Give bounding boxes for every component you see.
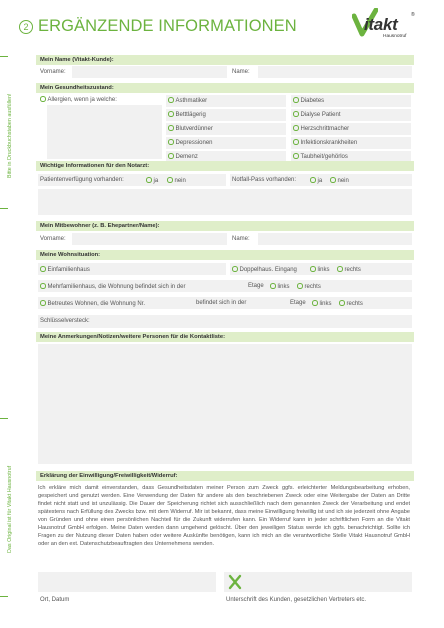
- side-note-bottom: Das Original ist für Vitakt Hausnotruf: [7, 465, 13, 553]
- radio-icon[interactable]: [337, 266, 343, 272]
- side-tick: [0, 596, 8, 597]
- radio-icon[interactable]: [270, 283, 276, 289]
- radio-icon[interactable]: [310, 177, 316, 183]
- option-semi-detached[interactable]: [232, 266, 297, 273]
- right-label: rechts: [344, 267, 361, 273]
- allergy-label: Allergien, wenn ja welche:: [47, 97, 117, 103]
- option-label: Einfamilienhaus: [47, 267, 90, 273]
- section-emergency-doctor: Wichtige Informationen für den Notarzt:: [36, 161, 414, 171]
- yes-label: ja: [153, 178, 159, 184]
- emergency-pass-label: Notfall-Pass vorhanden:: [232, 177, 297, 183]
- right-label: rechts: [304, 284, 321, 290]
- roommate-last-name-field[interactable]: [258, 233, 412, 245]
- radio-icon[interactable]: [40, 96, 46, 102]
- option-label: Infektionskrankheiten: [300, 140, 358, 146]
- section-my-name: Mein Name (Vitakt-Kunde):: [36, 55, 414, 65]
- radio-icon[interactable]: [312, 300, 318, 306]
- key-location-field[interactable]: [38, 315, 412, 328]
- roommate-first-name-label: Vorname:: [40, 236, 66, 242]
- radio-icon[interactable]: [310, 266, 316, 272]
- radio-icon[interactable]: [293, 139, 299, 145]
- option-label: Depressionen: [175, 140, 213, 146]
- option-label: Mehrfamilienhaus, die Wohnung befindet sich in der: [47, 284, 186, 290]
- no-label: nein: [174, 178, 186, 184]
- radio-icon[interactable]: [40, 300, 46, 306]
- option-label: Asthmatiker: [175, 98, 208, 104]
- radio-icon[interactable]: [293, 153, 299, 159]
- section-notes: Meine Anmerkungen/Notizen/weitere Personen für die Kontaktliste:: [36, 332, 414, 342]
- option-deaf[interactable]: [293, 153, 348, 160]
- directive-yes[interactable]: [146, 177, 158, 184]
- no-label: nein: [337, 178, 349, 184]
- radio-icon[interactable]: [297, 283, 303, 289]
- last-name-label: Name:: [232, 69, 250, 75]
- apartment-left[interactable]: [270, 283, 290, 290]
- radio-icon[interactable]: [167, 177, 173, 183]
- section-consent: Erklärung der Einwilligung/Freiwilligkeit/Widerruf:: [36, 471, 414, 481]
- emergency-info-field[interactable]: [38, 189, 412, 215]
- allergy-option[interactable]: [40, 96, 117, 103]
- roommate-last-name-label: Name:: [232, 236, 250, 242]
- section-living: Meine Wohnsituation:: [36, 250, 414, 260]
- left-label: links: [319, 301, 332, 307]
- key-location-label: Schlüsselversteck:: [40, 318, 90, 324]
- logo-wordmark: itakt: [364, 15, 398, 34]
- floor-label: Etage: [248, 283, 264, 289]
- option-pacemaker[interactable]: [293, 125, 349, 132]
- signature-field[interactable]: [224, 572, 412, 592]
- roommate-first-name-field[interactable]: [72, 233, 227, 245]
- section-roommate: Mein Mitbewohner (z. B. Ehepartner/Name):: [36, 221, 414, 231]
- pass-yes[interactable]: [310, 177, 322, 184]
- last-name-field[interactable]: [258, 66, 412, 78]
- radio-icon[interactable]: [40, 283, 46, 289]
- radio-icon[interactable]: [146, 177, 152, 183]
- radio-icon[interactable]: [293, 97, 299, 103]
- signature-label: Unterschrift des Kunden, gesetzlichen Vertreters etc.: [226, 597, 367, 603]
- option-diabetes[interactable]: [293, 97, 324, 104]
- located-label: befindet sich in der: [196, 300, 247, 306]
- first-name-field[interactable]: [72, 66, 227, 78]
- radio-icon[interactable]: [339, 300, 345, 306]
- option-assisted-living[interactable]: [40, 300, 145, 307]
- assisted-right[interactable]: [339, 300, 363, 307]
- option-dialysis[interactable]: [293, 111, 341, 118]
- option-label: Betreutes Wohnen, die Wohnung Nr.: [47, 301, 146, 307]
- option-label: Diabetes: [300, 98, 325, 104]
- radio-icon[interactable]: [168, 153, 174, 159]
- radio-icon[interactable]: [330, 177, 336, 183]
- vitakt-logo: [352, 8, 414, 44]
- apartment-right[interactable]: [297, 283, 321, 290]
- pass-no[interactable]: [330, 177, 349, 184]
- signature-x-icon: [228, 574, 242, 590]
- option-bedridden[interactable]: [168, 111, 206, 118]
- option-infection[interactable]: [293, 139, 357, 146]
- option-depression[interactable]: [168, 139, 213, 146]
- option-single-house[interactable]: [40, 266, 90, 273]
- option-apartment-house[interactable]: [40, 283, 185, 290]
- page-title: ERGÄNZENDE INFORMATIONEN: [38, 17, 297, 35]
- semi-right[interactable]: [337, 266, 361, 273]
- option-label: Demenz: [175, 154, 198, 160]
- option-asthma[interactable]: [168, 97, 207, 104]
- radio-icon[interactable]: [168, 139, 174, 145]
- floor-label: Etage: [290, 300, 306, 306]
- logo-subtitle: Hausnotruf: [383, 34, 407, 39]
- radio-icon[interactable]: [293, 125, 299, 131]
- side-note-top: Bitte in Druckbuchstaben ausfüllen!: [7, 93, 13, 178]
- side-tick: [0, 56, 8, 57]
- option-label: Dialyse Patient: [300, 112, 341, 118]
- left-label: links: [317, 267, 330, 273]
- yes-label: ja: [317, 178, 323, 184]
- radio-icon[interactable]: [40, 266, 46, 272]
- radio-icon[interactable]: [168, 97, 174, 103]
- directive-label: Patientenverfügung vorhanden:: [40, 177, 124, 183]
- option-label: Doppelhaus. Eingang: [239, 267, 297, 273]
- option-dementia[interactable]: [168, 153, 198, 160]
- option-label: Betttlägerig: [175, 112, 206, 118]
- option-label: Blutverdünner: [175, 126, 213, 132]
- allergy-field[interactable]: [47, 105, 162, 159]
- consent-text: Ich erkläre mich damit einverstanden, dass Gesundheitsdaten meiner Person zum Zweck ggfs. erleichterter Meldungsbearbeitung erhoben, gespeichert und genutzt werden. Eine Verwendung der Daten für andere als den beschriebenen Zweck oder eine Weitergabe der Daten an Dritte findet nicht statt und ist unzulässig. Die Dauer der Speicherung richtet sich ausschließlich nach dem genannten Zweck der Verarbeitung und endet spätestens nach Erfüllung des Zwecks bzw. mit dem Widerruf. Mir ist bekannt, dass meine Einwilligung freiwillig ist und ich sie jederzeit ohne Angabe von Gründen und ohne einen persönlichen Nachteil für die Zukunft widerrufen kann. Ein Widerruf kann in jeder schriftlichen Form an die Vitakt Hausnotruf GmbH erfolgen. Meine Daten werden dann umgehend gelöscht. Über den jeweiligen Status werde ich ggfs. benachrichtigt. Sollte ich Fragen zu der Nutzung dieser Daten haben oder weitere Auskünfte benötigen, kann ich mich an die verantwortliche Stelle Vitakt Hausnotruf GmbH oder an den ext. Datenschutzbeauftragten des Unternehmens wenden.: [38, 485, 410, 548]
- radio-icon[interactable]: [232, 266, 238, 272]
- section-number-badge: 2: [19, 20, 33, 34]
- place-date-field[interactable]: [38, 572, 216, 592]
- radio-icon[interactable]: [293, 111, 299, 117]
- left-label: links: [277, 284, 290, 290]
- option-label: Herzschrittmacher: [300, 126, 350, 132]
- semi-left[interactable]: [310, 266, 330, 273]
- right-label: rechts: [346, 301, 363, 307]
- side-tick: [0, 208, 8, 209]
- radio-icon[interactable]: [168, 111, 174, 117]
- option-blood-thinner[interactable]: [168, 125, 213, 132]
- radio-icon[interactable]: [168, 125, 174, 131]
- place-date-label: Ort, Datum: [40, 597, 70, 603]
- first-name-label: Vorname:: [40, 69, 66, 75]
- assisted-left[interactable]: [312, 300, 332, 307]
- notes-field[interactable]: [38, 344, 412, 464]
- side-tick: [0, 418, 8, 419]
- directive-no[interactable]: [167, 177, 186, 184]
- section-health: Mein Gesundheitszustand:: [36, 83, 414, 93]
- option-label: Taubheit/gehörlos: [300, 154, 348, 160]
- trademark-mark: ®: [411, 12, 415, 18]
